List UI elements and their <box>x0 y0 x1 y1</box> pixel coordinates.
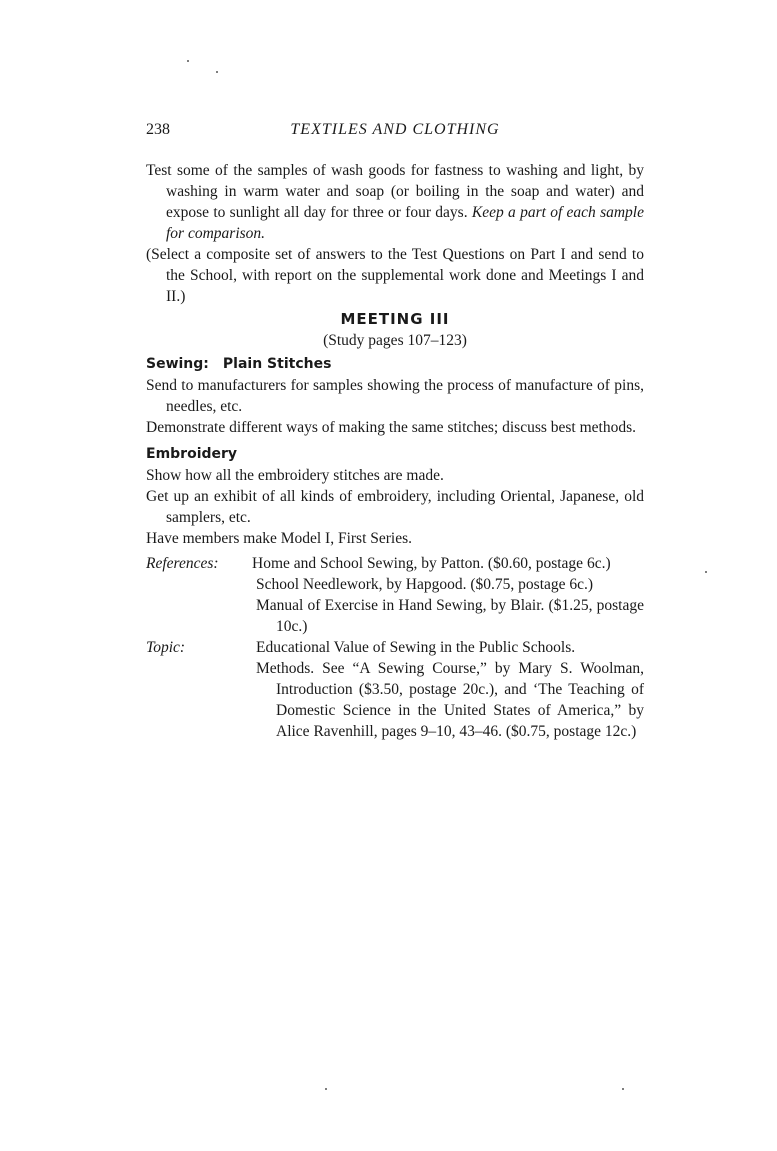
references-label: References: <box>146 555 219 572</box>
reference-item: Manual of Exercise in Hand Sewing, by Blair. ($1.25, postage 10c.) <box>256 597 644 635</box>
topic-block <box>146 637 644 742</box>
meeting-heading: MEETING III <box>340 310 450 328</box>
page-number: 238 <box>146 121 170 138</box>
running-title: TEXTILES AND CLOTHING <box>290 121 500 138</box>
scan-speck <box>622 1088 624 1090</box>
intro-paragraph <box>146 160 644 244</box>
page-header <box>146 121 644 143</box>
scan-speck <box>325 1088 327 1090</box>
sewing-title: Plain Stitches <box>222 356 332 372</box>
sewing-item: Send to manufacturers for samples showing the process of manufacture of pins, needles, etc. <box>146 377 644 415</box>
study-pages: (Study pages 107–123) <box>323 332 467 349</box>
sewing-label: Sewing: <box>146 356 209 372</box>
reference-item: School Needlework, by Hapgood. ($0.75, postage 6c.) <box>256 576 594 593</box>
reference-item: Home and School Sewing, by Patton. ($0.60, postage 6c.) <box>252 555 611 572</box>
scan-speck <box>216 71 218 73</box>
sewing-heading <box>146 353 644 375</box>
sewing-item: Demonstrate different ways of making the same stitches; discuss best methods. <box>146 419 637 436</box>
page-body <box>146 160 644 742</box>
embroidery-item: Have members make Model I, First Series. <box>146 530 413 547</box>
submission-note: (Select a composite set of answers to the Test Questions on Part I and send to the School, with report on the supplemental work done and Meetings I and II.) <box>146 246 644 305</box>
embroidery-item: Show how all the embroidery stitches are made. <box>146 467 444 484</box>
intro-italic-note: Keep a part of each sample for comparison. <box>166 204 644 242</box>
scan-speck <box>187 60 189 62</box>
topic-label: Topic: <box>146 639 186 656</box>
topic-item: Educational Value of Sewing in the Public Schools. <box>256 639 576 656</box>
embroidery-item: Get up an exhibit of all kinds of embroidery, including Oriental, Japanese, old samplers, etc. <box>146 488 644 526</box>
topic-item: Methods. See “A Sewing Course,” by Mary S. Woolman, Introduction ($3.50, postage 20c.), and ‘The Teaching of Domestic Science in the United States of America,” by Alice Ravenhill, pages 9–10, 43–46. ($0.75, postage 12c.) <box>256 660 644 740</box>
scan-speck <box>705 571 707 573</box>
intro-text: Test some of the samples of wash goods for fastness to washing and light, by washing in warm water and soap (or boiling in the soap and water) and expose to sunlight all day for three or four days. <box>146 162 644 221</box>
embroidery-heading: Embroidery <box>146 446 238 462</box>
references-block <box>146 553 644 742</box>
